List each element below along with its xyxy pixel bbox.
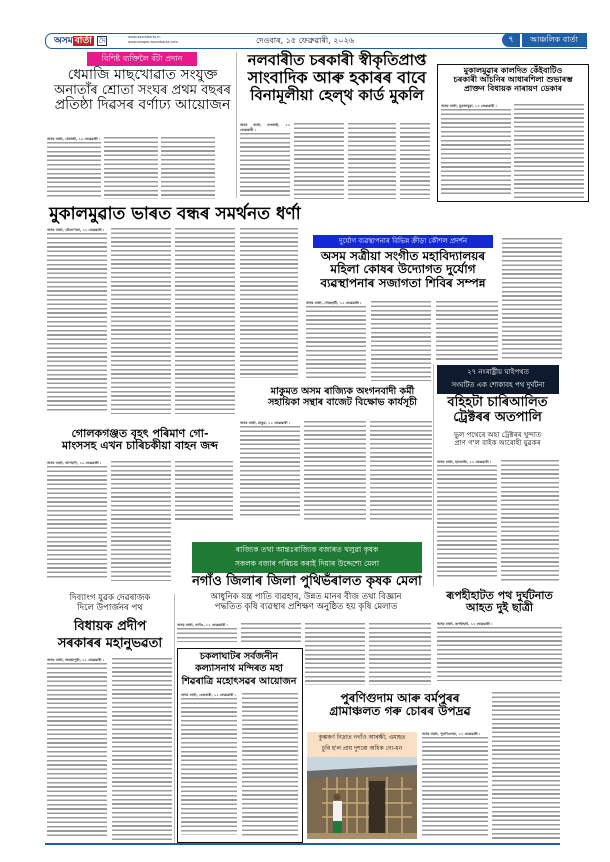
- anganwadi-body: অসম বাৰ্তা, মাকুম, ১২ ফেব্ৰুৱাৰী :: [240, 421, 300, 521]
- mukalmua-body: অসম বাৰ্তা, মুকালমুৱা, ১২ ফেব্ৰুৱাৰী :: [441, 104, 511, 198]
- column-divider: [174, 594, 175, 842]
- pradip-headline: বিধায়ক প্ৰদীপ সৰকাৰৰ মহানুভৱতা: [57, 619, 163, 651]
- nalbari-headline: নলবাৰীত চৰকাৰী স্বীকৃতিপ্ৰাপ্ত সাংবাদিক আৰু হকাৰৰ বাবে বিনামূলীয়া হেল্থ কাৰ্ড মুকলি: [247, 51, 427, 104]
- krishak-mela-body-col4: [369, 623, 431, 685]
- bottom-rule: [45, 843, 560, 845]
- issue-date: দেওবাৰ, ১৫ ফেব্ৰুৱাৰী, ২০২৬: [256, 36, 355, 45]
- dhemaji-body-col3: [161, 137, 215, 199]
- dhemaji-headline: ধেমাজি মাছখোৱাত সংযুক্ত অনাতাঁৰ শ্ৰোতা সংঘৰ প্ৰথম বছৰৰ প্ৰতিষ্ঠা দিৱসৰ বৰ্ণাঢ্য আয়োজন: [54, 67, 231, 114]
- krishak-mela-body-col2: [241, 623, 301, 645]
- rupahihat-body: অসম বাৰ্তা, ৰূপহীহাট, ১২ ফেব্ৰুৱাৰী :: [437, 622, 562, 684]
- golakganj-body-col2: [111, 461, 171, 581]
- anganwadi-body-col2: [304, 421, 366, 521]
- cattle-shed-image: [307, 757, 417, 839]
- shivaratri-headline: চকলাঘাটৰ সৰ্বজনীন কল্যাসনাথ মন্দিৰত মহা শিৱৰাত্ৰি মহোৎসৱৰ আয়োজন: [181, 651, 297, 687]
- dhemaji-body: অসম বাৰ্তা, ধেমাজী, ১২ ফেব্ৰুৱাৰী :: [47, 137, 101, 199]
- krishak-mela-body-col3: [305, 623, 365, 685]
- cattle-shed-photo: [307, 757, 417, 839]
- bharat-bandh-headline: মুকালমুৱাত ভাৰত বন্ধৰ সমৰ্থনত ধৰ্ণা: [49, 204, 301, 224]
- bharat-bandh-body: অসম বাৰ্তা, চৌলাপাৰা, ১২ ফেব্ৰুৱাৰী :: [47, 228, 107, 414]
- shivaratri-body: অসম বাৰ্তা, বেতবাৰী, ১২ ফেব্ৰুৱাৰী :: [181, 693, 237, 838]
- cattle-theft-body: অসম বাৰ্তা, পুৰণিগুদাম, ১২ ফেব্ৰুৱাৰী :: [422, 732, 488, 840]
- krishak-mela-body: অসম বাৰ্তা, নগাঁও, ১২ ফেব্ৰুৱাৰী :: [177, 623, 237, 645]
- nh-accident-subhead: ভুল পথেৰে অহা ট্ৰেক্টৰৰ খুন্দাত প্ৰাণ গ'ল বাইক আৰোহী যুৱকৰ: [453, 431, 542, 447]
- pradip-body-col2: [112, 658, 172, 840]
- website-urls: www.asombarta.in www.epaper.asombarta.com: [128, 35, 178, 44]
- nh-accident-body-col2: [501, 460, 559, 582]
- nalbari-body-col4: [400, 123, 430, 199]
- krishak-mela-banner: ৰাজ্যিক তথা আন্তঃৰাজ্যিক বজাৰত থলুৱা কৃষক সকলক বজাৰ পৰিচয় কৰাই দিয়াৰ উদ্দেশ্যে মেলা: [192, 542, 422, 573]
- disaster-body-col3: [436, 301, 498, 361]
- krishak-mela-headline: নগাঁও জিলাৰ জিলা পুথিভঁৰালত কৃষক মেলা: [192, 574, 422, 589]
- disaster-kicker: দুৰ্যোগ ব্যৱস্থাপনাৰ বিভিন্ন ক্ৰীড়া কৌশল প্ৰদৰ্শন: [313, 235, 493, 248]
- pradip-body: অসম বাৰ্তা, অভয়াপুৰী, ১২ ফেব্ৰুৱাৰী :: [47, 658, 107, 840]
- golakganj-headline: গোলকগঞ্জত বৃহৎ পৰিমাণ গো- মাংসসহ এখন চাৰিচকীয়া বাহন জব্দ: [62, 427, 218, 453]
- bharat-bandh-body-col4: [240, 228, 298, 378]
- section-title: আঞ্চলিক বাৰ্তা: [522, 33, 586, 47]
- bharat-bandh-body-col2: [111, 228, 171, 414]
- disaster-body-col2: [371, 301, 431, 381]
- nh-accident-headline: বহিহটা চাৰিআলিত ট্ৰেক্টৰৰ অতপালি: [447, 395, 548, 425]
- nalbari-body-col2: [294, 123, 344, 199]
- dhemaji-body-col2: [104, 137, 158, 199]
- nh-accident-kicker: ২৭ নংৰাষ্ট্ৰীয় ঘাইপথত সংঘটিত এক শোকাবহ পথ দুৰ্ঘটনা: [437, 365, 559, 394]
- masthead-bar: [45, 33, 587, 49]
- cattle-theft-body-col2: [492, 692, 560, 840]
- nalbari-body-col3: [348, 123, 396, 199]
- golakganj-body: অসম বাৰ্তা, আগমণি, ১২ ফেব্ৰুৱাৰী :: [47, 461, 107, 581]
- anganwadi-body-col3: [370, 421, 432, 521]
- anganwadi-headline: মাকুমত অসম ৰাজ্যিক অংগনবাদী কৰ্মী সহায়িকা সন্থাৰ বাজেট বিক্ষোভ কাৰ্যসূচী: [268, 386, 417, 408]
- disaster-body-col4: [502, 238, 562, 360]
- nh-accident-body: অসম বাৰ্তা, হাজোৰি, ১২ ফেব্ৰুৱাৰী :: [437, 460, 497, 582]
- rupahihat-headline: ৰূপহীহাটত পথ দুৰ্ঘটনাত আহত দুই ছাত্ৰী: [446, 589, 553, 615]
- krishak-mela-subhead: আধুনিক যন্ত্ৰ পাতি ব্যৱহাৰ, উন্নত মানৰ বীজ তথা বিজ্ঞান পদ্ধতিত কৃষি ব্যৱস্থাৰ প্ৰশিক্ষণ অনুষ্ঠিত হয় কৃষি মেলাত: [210, 592, 402, 612]
- nalbari-body: অসম বাৰ্তা, নলবাৰী, ১২ ফেব্ৰুৱাৰী :: [240, 123, 290, 199]
- disaster-body: অসম বাৰ্তা, গোৱহাটী, ১২ ফেব্ৰুৱাৰী :: [306, 301, 366, 381]
- pradip-kicker: দিব্যাংগ যুৱক দেৱৰাজক দিলে উপাৰ্জনৰ পথ: [69, 593, 151, 613]
- cattle-theft-headline: পুৰণিগুদাম আৰু বৰ্মপুৰৰ গ্ৰামাঞ্চলত গৰু চোৰৰ উপদ্ৰৱ: [329, 691, 471, 719]
- column-divider: [236, 52, 237, 198]
- page-number: ৭: [502, 33, 520, 47]
- cattle-theft-caption: কুম্ভকৰ্ণ নিদ্ৰাত নগাঁও আৰক্ষী; এমাহত চুৰি হ'ল প্ৰায় দুশৰো অধিক গো-ধন: [307, 732, 417, 757]
- mukalmua-body-col2: [514, 104, 584, 198]
- disaster-headline: অসম সত্ৰীয়া সংগীত মহাবিদ্যালয়ৰ মহিলা কোষৰ উদ্যোগত দুৰ্যোগ ব্যৱস্থাপনাৰ সজাগতা শিবিৰ সম্পন্ন: [320, 249, 486, 290]
- mukalmua-headline: মুকালমুৱাৰ কালদিত কেঁইবাটিও চৰকাৰী আঁচনিৰ আধাৰশিলা শুভাৰম্ভ প্ৰাক্তন বিধায়ক নাৰায়ণ ডেকাৰ: [453, 66, 573, 93]
- column-divider: [433, 364, 434, 586]
- golakganj-body-col3: [175, 461, 233, 521]
- shivaratri-body-col2: [242, 693, 298, 838]
- dhemaji-kicker: বিশিষ্ট ব্যক্তিলৈ বঁটা প্ৰদান: [87, 52, 197, 66]
- newspaper-logo: অসম বাৰ্তা দৈ: [54, 36, 106, 46]
- bharat-bandh-body-col3: [175, 228, 235, 414]
